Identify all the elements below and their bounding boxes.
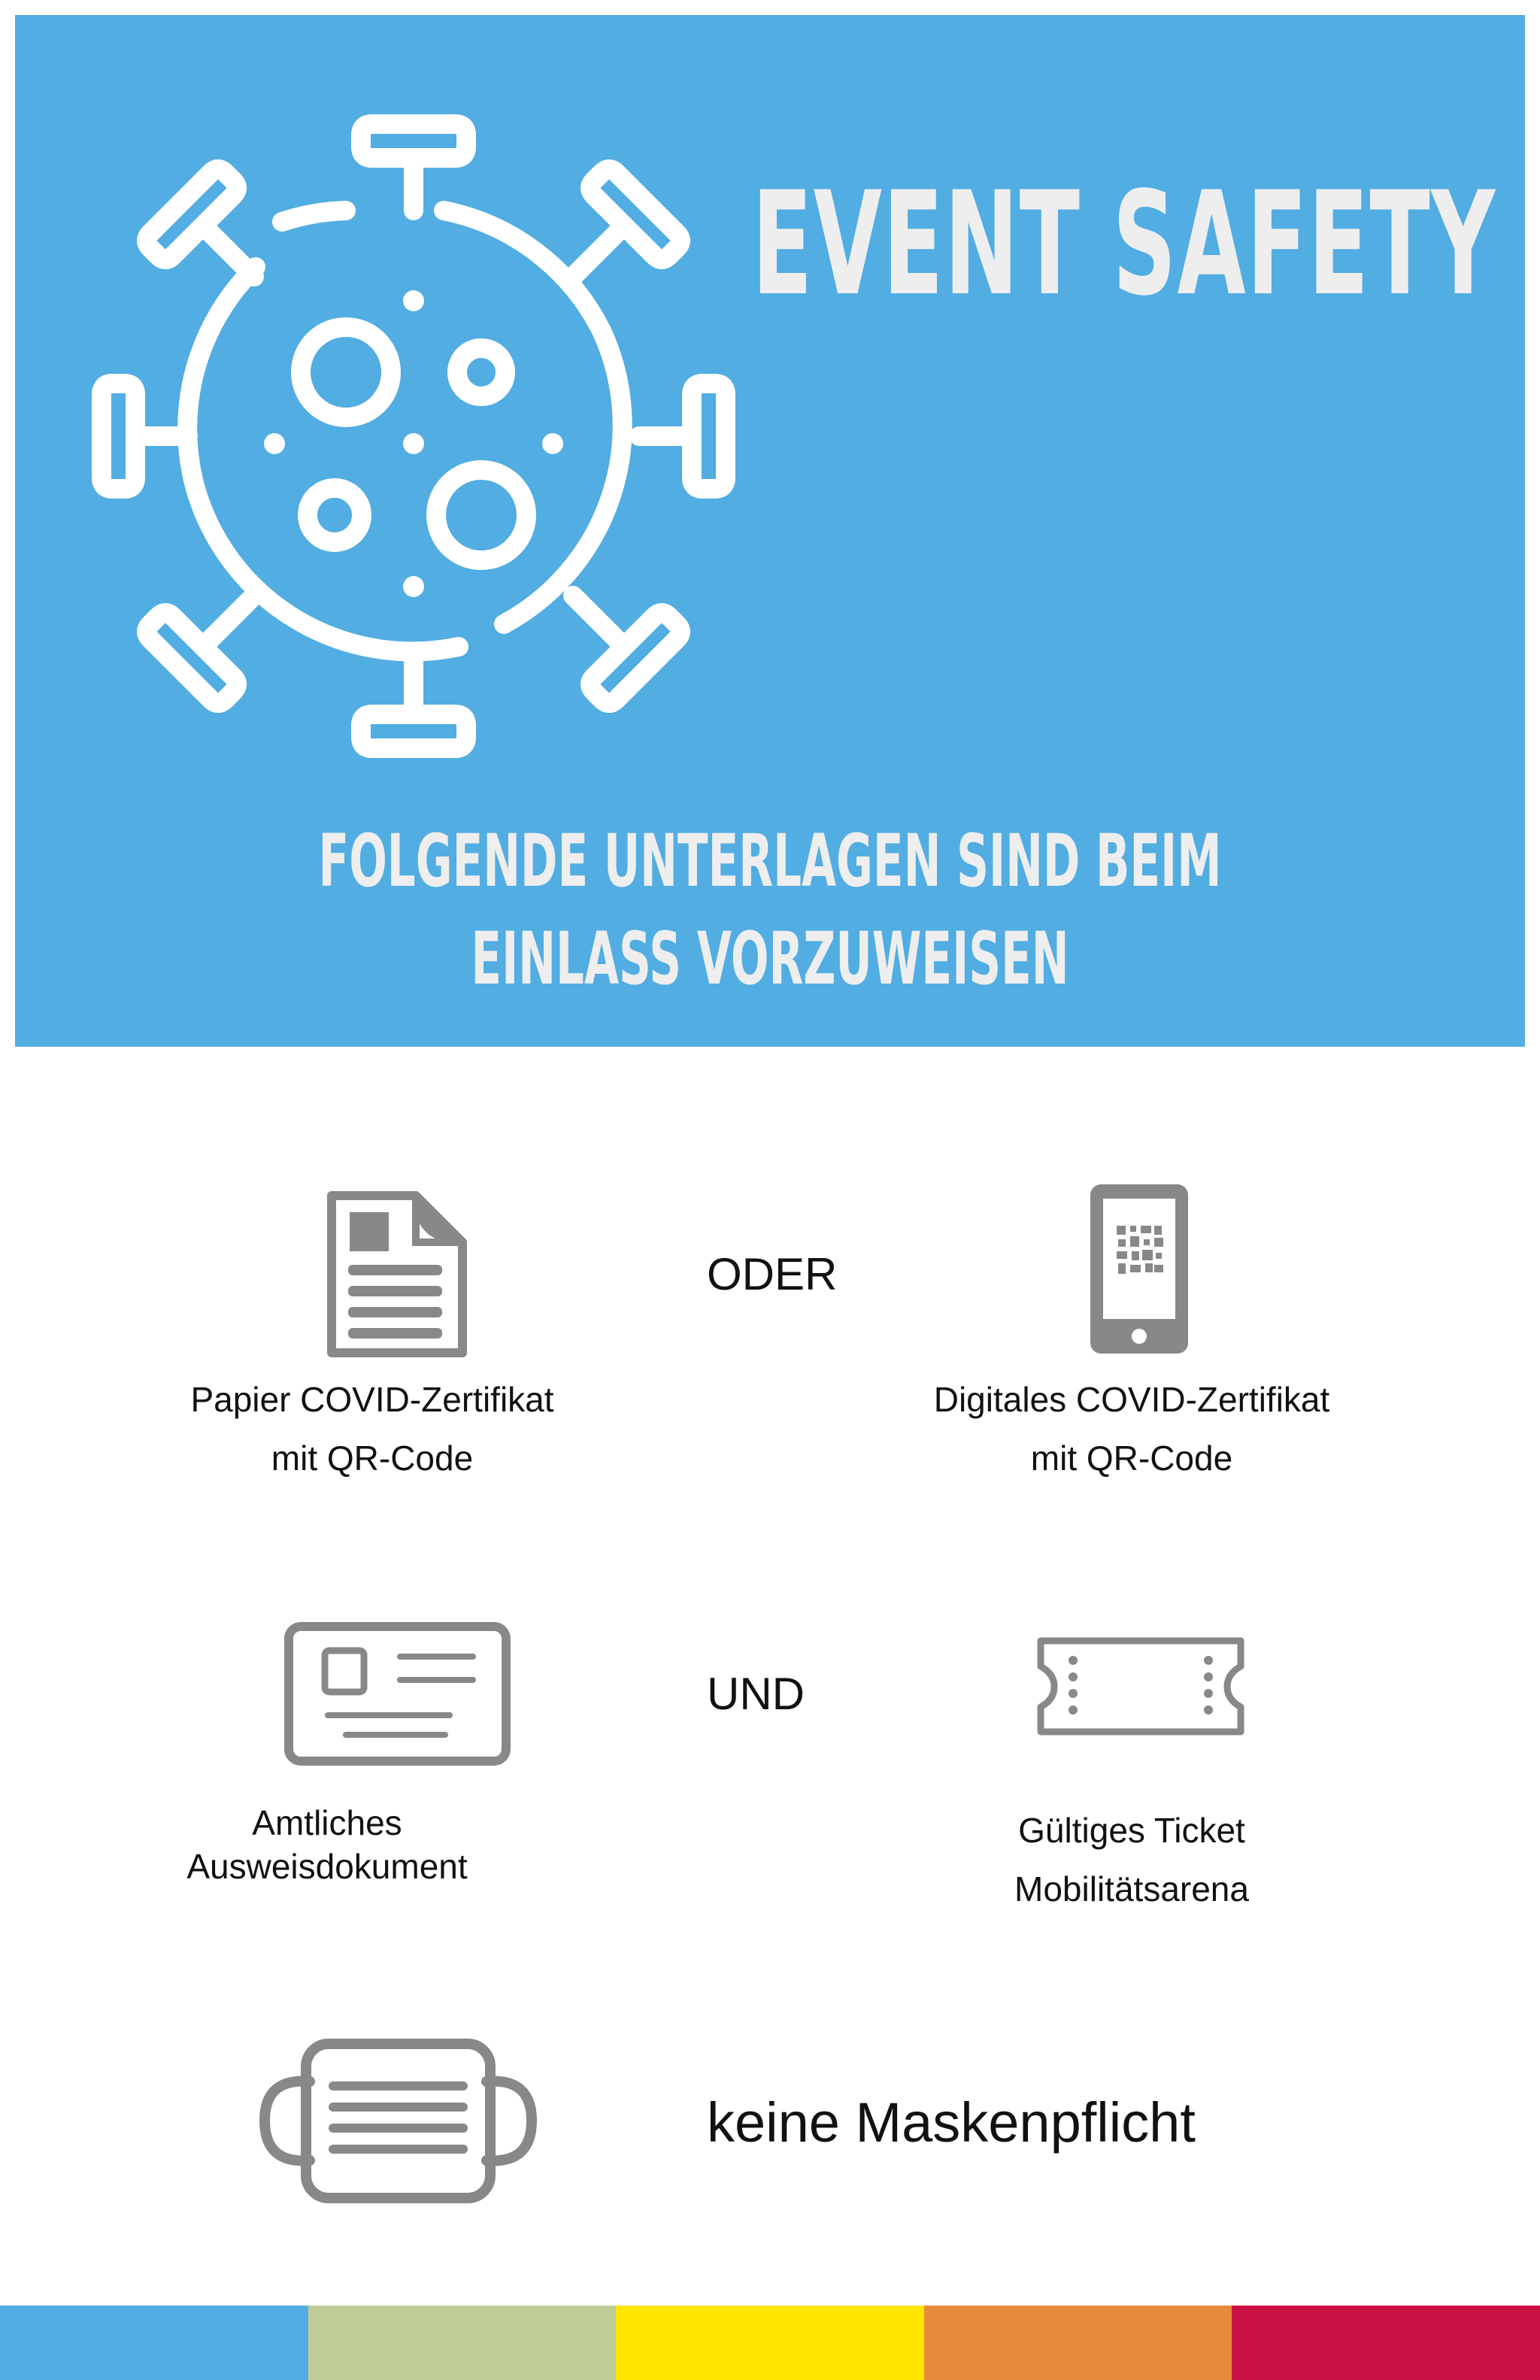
page-subtitle	[15, 812, 1525, 1008]
id-card-icon	[283, 1621, 512, 1767]
stripe-yellow	[616, 2306, 924, 2380]
color-stripes	[0, 2306, 1540, 2380]
smartphone-qr-icon	[1087, 1181, 1192, 1357]
ticket-label: Gültiges Ticket Mobilitätsarena	[1014, 1811, 1249, 1909]
no-mask-requirement-label: keine Maskenpflicht	[707, 2091, 1196, 2154]
stripe-orange	[924, 2306, 1232, 2380]
virus-icon	[83, 105, 759, 782]
face-mask-icon	[257, 2036, 539, 2206]
subtitle-line-2: EINLASS VORZUWEISEN	[471, 917, 1069, 1001]
ticket-icon	[1032, 1632, 1250, 1741]
or-label: ODER	[707, 1249, 838, 1299]
paper-certificate-label: Papier COVID-Zertifikat mit QR-Code	[190, 1380, 554, 1478]
stripe-blue	[0, 2306, 308, 2380]
document-icon	[326, 1190, 468, 1359]
stripe-green	[308, 2306, 617, 2380]
digital-certificate-label: Digitales COVID-Zertifikat mit QR-Code	[933, 1380, 1330, 1478]
id-document-label: Amtliches Ausweisdokument	[186, 1803, 468, 1886]
page-title: EVENT SAFETY	[752, 161, 1496, 327]
header-banner	[15, 15, 1525, 1047]
subtitle-line-1: FOLGENDE UNTERLAGEN SIND BEIM	[318, 819, 1222, 903]
and-label: UND	[707, 1669, 805, 1719]
stripe-red	[1232, 2306, 1540, 2380]
